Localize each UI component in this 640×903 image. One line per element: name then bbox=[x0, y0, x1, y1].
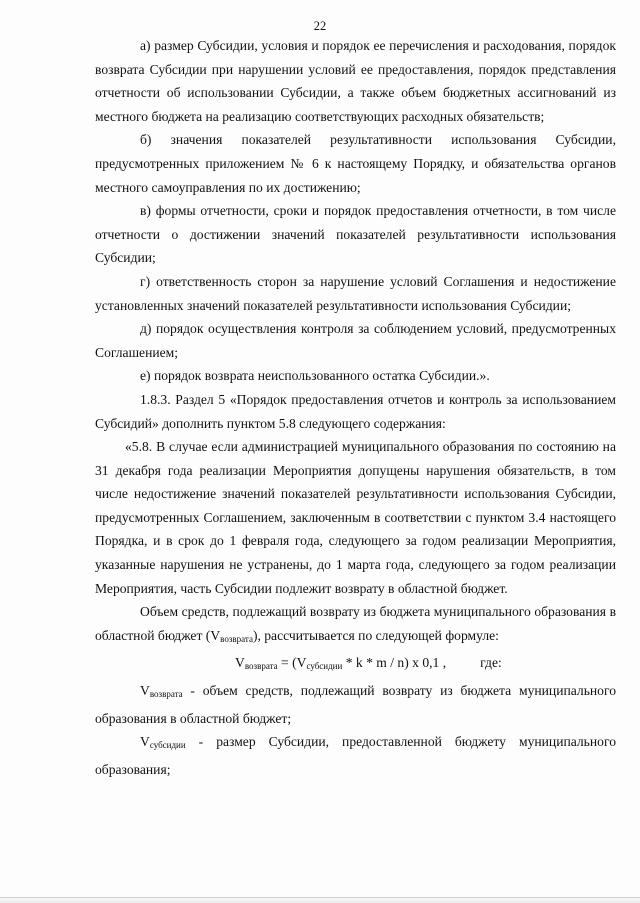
volume-text-after: ), рассчитывается по следующей формуле: bbox=[252, 627, 499, 643]
paragraph-b: б) значения показателей результативности использования Субсидии, предусмотренных приложением № 6 к настоящему Порядку, и обязательства органов местного самоуправления по их достижению; bbox=[95, 132, 616, 195]
definition-subscript: возврата bbox=[149, 689, 183, 700]
formula-where: где: bbox=[480, 655, 502, 671]
paragraph-e: е) порядок возврата неиспользованного остатка Субсидии.». bbox=[140, 368, 490, 384]
volume-text-before: Объем средств, подлежащий возврату из бюджета муниципального образования в областной бюджет (V bbox=[95, 604, 616, 643]
definition-v-vozvrata bbox=[95, 679, 616, 730]
formula-rhs-subscript: субсидии bbox=[306, 661, 343, 672]
paragraph-d: д) порядок осуществления контроля за соблюдением условий, предусмотренных Соглашением; bbox=[95, 321, 616, 360]
paragraph-volume bbox=[95, 600, 616, 651]
paragraph-g: г) ответственность сторон за нарушение условий Соглашения и недостижение установленных значений показателей результативности использования Субсидии; bbox=[95, 273, 616, 313]
formula-lhs: V bbox=[235, 655, 245, 671]
definition-text: - объем средств, подлежащий возврату из бюджета муниципального образования в областной бюджет; bbox=[95, 683, 616, 726]
definition-subscript: субсидии bbox=[149, 740, 186, 751]
paragraph-v: в) формы отчетности, сроки и порядок предоставления отчетности, в том числе отчетности о достижении значений показателей результативности использования Субсидии; bbox=[95, 203, 616, 266]
volume-subscript: возврата bbox=[220, 633, 253, 644]
document-body bbox=[95, 34, 616, 781]
formula bbox=[95, 651, 616, 679]
formula-rest: * k * m / n) x 0,1 , bbox=[342, 655, 447, 671]
definition-symbol: V bbox=[140, 734, 150, 750]
scan-edge-shadow bbox=[0, 897, 640, 903]
page-number: 22 bbox=[313, 19, 327, 33]
formula-lhs-subscript: возврата bbox=[244, 661, 278, 672]
paragraph-a: а) размер Субсидии, условия и порядок ее перечисления и расходования, порядок возврата Субсидии при нарушении условий ее предоставления, порядок представления отчетности об использовании Субсидии, а также объем бюджетных ассигнований из местного бюджета на реализацию соответствующих расходных обязательств; bbox=[95, 38, 616, 124]
definition-v-subsidii bbox=[95, 730, 616, 781]
paragraph-item-1-8-3: 1.8.3. Раздел 5 «Порядок предоставления отчетов и контроль за использованием Субсидий» дополнить пунктом 5.8 следующего содержания: bbox=[95, 391, 616, 431]
definition-text: - размер Субсидии, предоставленной бюджету муниципального образования; bbox=[95, 734, 616, 777]
paragraph-item-5-8: «5.8. В случае если администрацией муниципального образования по состоянию на 31 декабря года реализации Мероприятия допущены нарушения обязательств, в том числе недостижение значений показателей результативности использования Субсидии, предусмотренных Соглашением, заключенным в соответствии с пунктом 3.4 настоящего Порядка, и в срок до 1 февраля года, следующего за годом реализации Мероприятия, указанные нарушения не устранены, до 1 марта года, следующего за годом реализации Мероприятия, часть Субсидии подлежит возврату в областной бюджет. bbox=[95, 439, 616, 596]
definition-symbol: V bbox=[140, 683, 150, 699]
formula-eq-open: = (V bbox=[277, 655, 307, 671]
